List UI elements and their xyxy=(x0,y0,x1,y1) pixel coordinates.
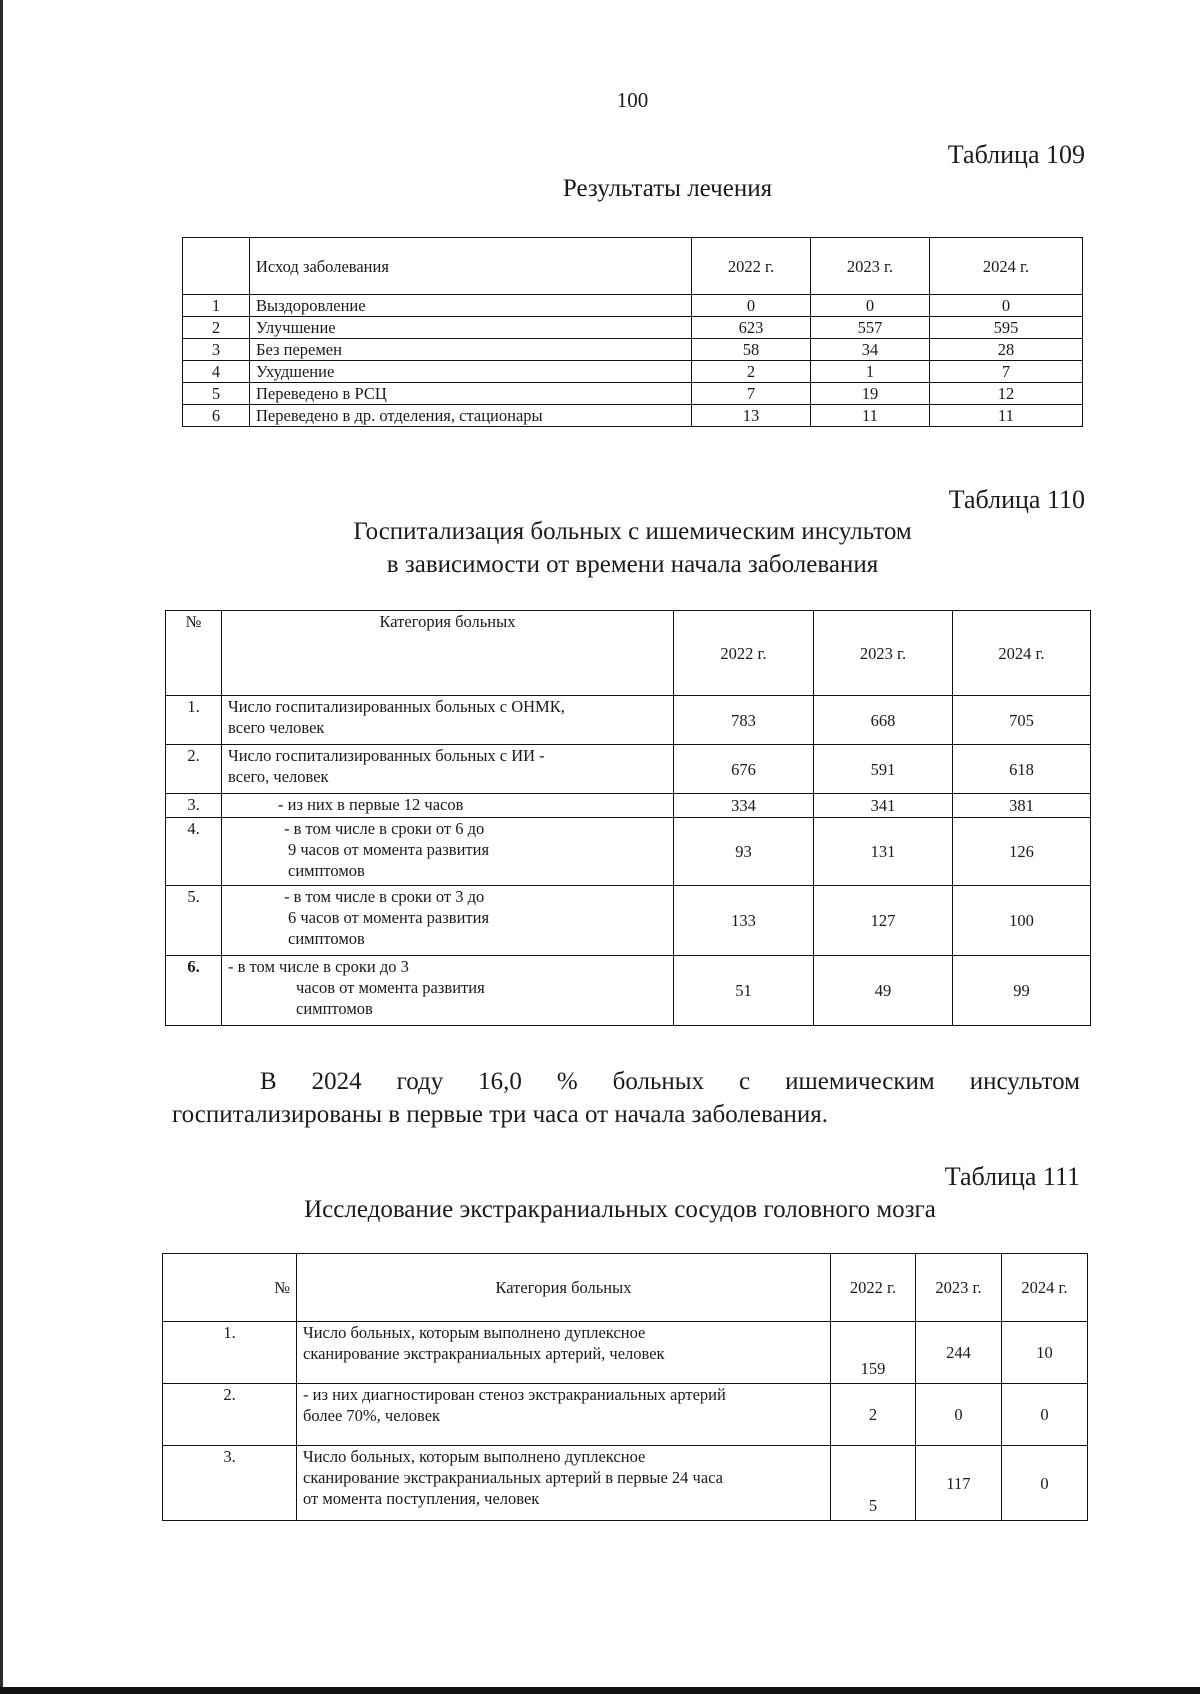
table-111-title: Исследование экстракраниальных сосудов головного мозга xyxy=(304,1196,936,1223)
row-num: 3. xyxy=(166,794,222,818)
row-category-line: всего человек xyxy=(228,718,325,737)
cell-2023: 591 xyxy=(814,745,953,794)
table-110-title-line1: Госпитализация больных с ишемическим инсультом xyxy=(353,518,912,545)
cell-2022: 783 xyxy=(674,696,814,745)
row-category-line: сканирование экстракраниальных артерий, человек xyxy=(303,1344,665,1363)
row-num: 3 xyxy=(183,339,250,361)
header-num: № xyxy=(163,1254,297,1322)
scan-edge-left xyxy=(0,0,3,1694)
row-category-line: - в том числе в сроки до 3 xyxy=(228,957,409,976)
table-109-header-row xyxy=(183,238,1083,295)
cell-2024: 12 xyxy=(930,383,1083,405)
cell-2024: 126 xyxy=(953,818,1091,886)
cell-2022: 5 xyxy=(831,1446,916,1521)
row-category xyxy=(297,1322,831,1384)
header-2023: 2023 г. xyxy=(916,1254,1002,1322)
cell-2022: 51 xyxy=(674,956,814,1026)
row-category: - из них в первые 12 часов xyxy=(222,794,674,818)
table-row xyxy=(166,956,1091,1026)
cell-2024: 11 xyxy=(930,405,1083,427)
row-category-line: - в том числе в сроки от 3 до xyxy=(284,887,485,906)
cell-2024: 0 xyxy=(930,295,1083,317)
row-outcome: Переведено в РСЦ xyxy=(250,383,692,405)
scan-edge-bottom xyxy=(0,1687,1200,1694)
cell-2024: 7 xyxy=(930,361,1083,383)
cell-2023: 11 xyxy=(811,405,930,427)
cell-2022: 676 xyxy=(674,745,814,794)
cell-2023: 0 xyxy=(916,1384,1002,1446)
table-row xyxy=(166,886,1091,956)
cell-2022: 2 xyxy=(692,361,811,383)
row-category-line: симптомов xyxy=(288,861,365,880)
cell-2023: 19 xyxy=(811,383,930,405)
header-2023: 2023 г. xyxy=(811,238,930,295)
cell-2022: 133 xyxy=(674,886,814,956)
cell-2022: 2 xyxy=(831,1384,916,1446)
cell-2022: 623 xyxy=(692,317,811,339)
row-category-line: Число больных, которым выполнено дуплексное xyxy=(303,1447,646,1466)
table-row xyxy=(183,383,1083,405)
header-2022: 2022 г. xyxy=(831,1254,916,1322)
header-2022: 2022 г. xyxy=(674,611,814,696)
cell-2024: 595 xyxy=(930,317,1083,339)
table-109 xyxy=(182,237,1083,427)
row-outcome: Переведено в др. отделения, стационары xyxy=(250,405,692,427)
row-category-line: всего, человек xyxy=(228,767,329,786)
cell-2022: 93 xyxy=(674,818,814,886)
cell-2024: 618 xyxy=(953,745,1091,794)
table-110-header-row xyxy=(166,611,1091,696)
row-outcome: Улучшение xyxy=(250,317,692,339)
cell-2024: 381 xyxy=(953,794,1091,818)
cell-2023: 244 xyxy=(916,1322,1002,1384)
row-category xyxy=(222,956,674,1026)
cell-2024: 28 xyxy=(930,339,1083,361)
row-num: 1. xyxy=(166,696,222,745)
table-111-header-row xyxy=(163,1254,1088,1322)
cell-2024: 0 xyxy=(1002,1384,1088,1446)
table-row xyxy=(163,1322,1088,1384)
header-2022: 2022 г. xyxy=(692,238,811,295)
paragraph-line: госпитализированы в первые три часа от начала заболевания. xyxy=(172,1101,829,1128)
row-num: 3. xyxy=(163,1446,297,1521)
header-num xyxy=(183,238,250,295)
header-category: Категория больных xyxy=(297,1254,831,1322)
row-outcome: Выздоровление xyxy=(250,295,692,317)
table-110-title-line2: в зависимости от времени начала заболевания xyxy=(386,551,879,578)
header-2024: 2024 г. xyxy=(953,611,1091,696)
table-row xyxy=(183,405,1083,427)
header-2023: 2023 г. xyxy=(814,611,953,696)
paragraph-line: В 2024 году 16,0 % больных с ишемическим инсультом xyxy=(260,1068,1080,1095)
cell-2022: 334 xyxy=(674,794,814,818)
row-num: 2. xyxy=(166,745,222,794)
row-category xyxy=(297,1446,831,1521)
row-category-line: 9 часов от момента развития xyxy=(288,840,490,859)
cell-2023: 668 xyxy=(814,696,953,745)
cell-2024: 705 xyxy=(953,696,1091,745)
row-category-line: часов от момента развития xyxy=(296,978,485,997)
row-num: 1. xyxy=(163,1322,297,1384)
row-category xyxy=(222,696,674,745)
row-category-line: - в том числе в сроки от 6 до xyxy=(284,819,485,838)
row-category-line: симптомов xyxy=(296,999,373,1018)
table-109-label: Таблица 109 xyxy=(947,140,1085,169)
table-row xyxy=(166,745,1091,794)
cell-2022: 58 xyxy=(692,339,811,361)
table-row xyxy=(183,361,1083,383)
cell-2023: 34 xyxy=(811,339,930,361)
cell-2022: 13 xyxy=(692,405,811,427)
cell-2024: 99 xyxy=(953,956,1091,1026)
header-2024: 2024 г. xyxy=(930,238,1083,295)
row-category-line: от момента поступления, человек xyxy=(303,1489,540,1508)
row-num: 5 xyxy=(183,383,250,405)
row-num: 6. xyxy=(166,956,222,1026)
cell-2023: 131 xyxy=(814,818,953,886)
table-row xyxy=(166,696,1091,745)
cell-2024: 0 xyxy=(1002,1446,1088,1521)
cell-2023: 0 xyxy=(811,295,930,317)
table-row xyxy=(163,1384,1088,1446)
page-number: 100 xyxy=(616,88,649,112)
row-outcome: Ухудшение xyxy=(250,361,692,383)
row-num: 1 xyxy=(183,295,250,317)
cell-2024: 100 xyxy=(953,886,1091,956)
row-num: 2 xyxy=(183,317,250,339)
body-paragraph xyxy=(172,1065,1080,1131)
cell-2023: 117 xyxy=(916,1446,1002,1521)
row-category xyxy=(222,818,674,886)
cell-2022: 7 xyxy=(692,383,811,405)
row-num: 4. xyxy=(166,818,222,886)
table-row xyxy=(163,1446,1088,1521)
table-row xyxy=(183,317,1083,339)
row-category-line: сканирование экстракраниальных артерий в первые 24 часа xyxy=(303,1468,724,1487)
cell-2022: 159 xyxy=(831,1322,916,1384)
cell-2023: 341 xyxy=(814,794,953,818)
row-category xyxy=(297,1384,831,1446)
row-category-line: более 70%, человек xyxy=(303,1406,441,1425)
table-row xyxy=(183,339,1083,361)
cell-2022: 0 xyxy=(692,295,811,317)
table-110 xyxy=(165,610,1091,1026)
row-category-line: Число госпитализированных больных с ИИ - xyxy=(228,746,545,765)
row-num: 4 xyxy=(183,361,250,383)
cell-2023: 49 xyxy=(814,956,953,1026)
cell-2023: 1 xyxy=(811,361,930,383)
row-num: 5. xyxy=(166,886,222,956)
table-111-label: Таблица 111 xyxy=(944,1162,1080,1191)
header-num: № xyxy=(166,611,222,696)
row-num: 2. xyxy=(163,1384,297,1446)
table-109-title: Результаты лечения xyxy=(562,175,773,202)
table-110-label: Таблица 110 xyxy=(948,485,1085,514)
row-category xyxy=(222,886,674,956)
row-category-line: симптомов xyxy=(288,929,365,948)
row-outcome: Без перемен xyxy=(250,339,692,361)
row-category xyxy=(222,745,674,794)
row-category-line: Число больных, которым выполнено дуплексное xyxy=(303,1323,646,1342)
table-row xyxy=(166,818,1091,886)
table-row xyxy=(183,295,1083,317)
row-category-line: - из них диагностирован стеноз экстракраниальных артерий xyxy=(303,1385,726,1404)
table-row xyxy=(166,794,1091,818)
header-category: Категория больных xyxy=(222,611,674,696)
header-2024: 2024 г. xyxy=(1002,1254,1088,1322)
table-111 xyxy=(162,1253,1088,1521)
header-outcome: Исход заболевания xyxy=(250,238,692,295)
row-num: 6 xyxy=(183,405,250,427)
cell-2023: 127 xyxy=(814,886,953,956)
cell-2023: 557 xyxy=(811,317,930,339)
cell-2024: 10 xyxy=(1002,1322,1088,1384)
row-category-line: 6 часов от момента развития xyxy=(288,908,490,927)
row-category-line: Число госпитализированных больных с ОНМК, xyxy=(228,697,565,716)
